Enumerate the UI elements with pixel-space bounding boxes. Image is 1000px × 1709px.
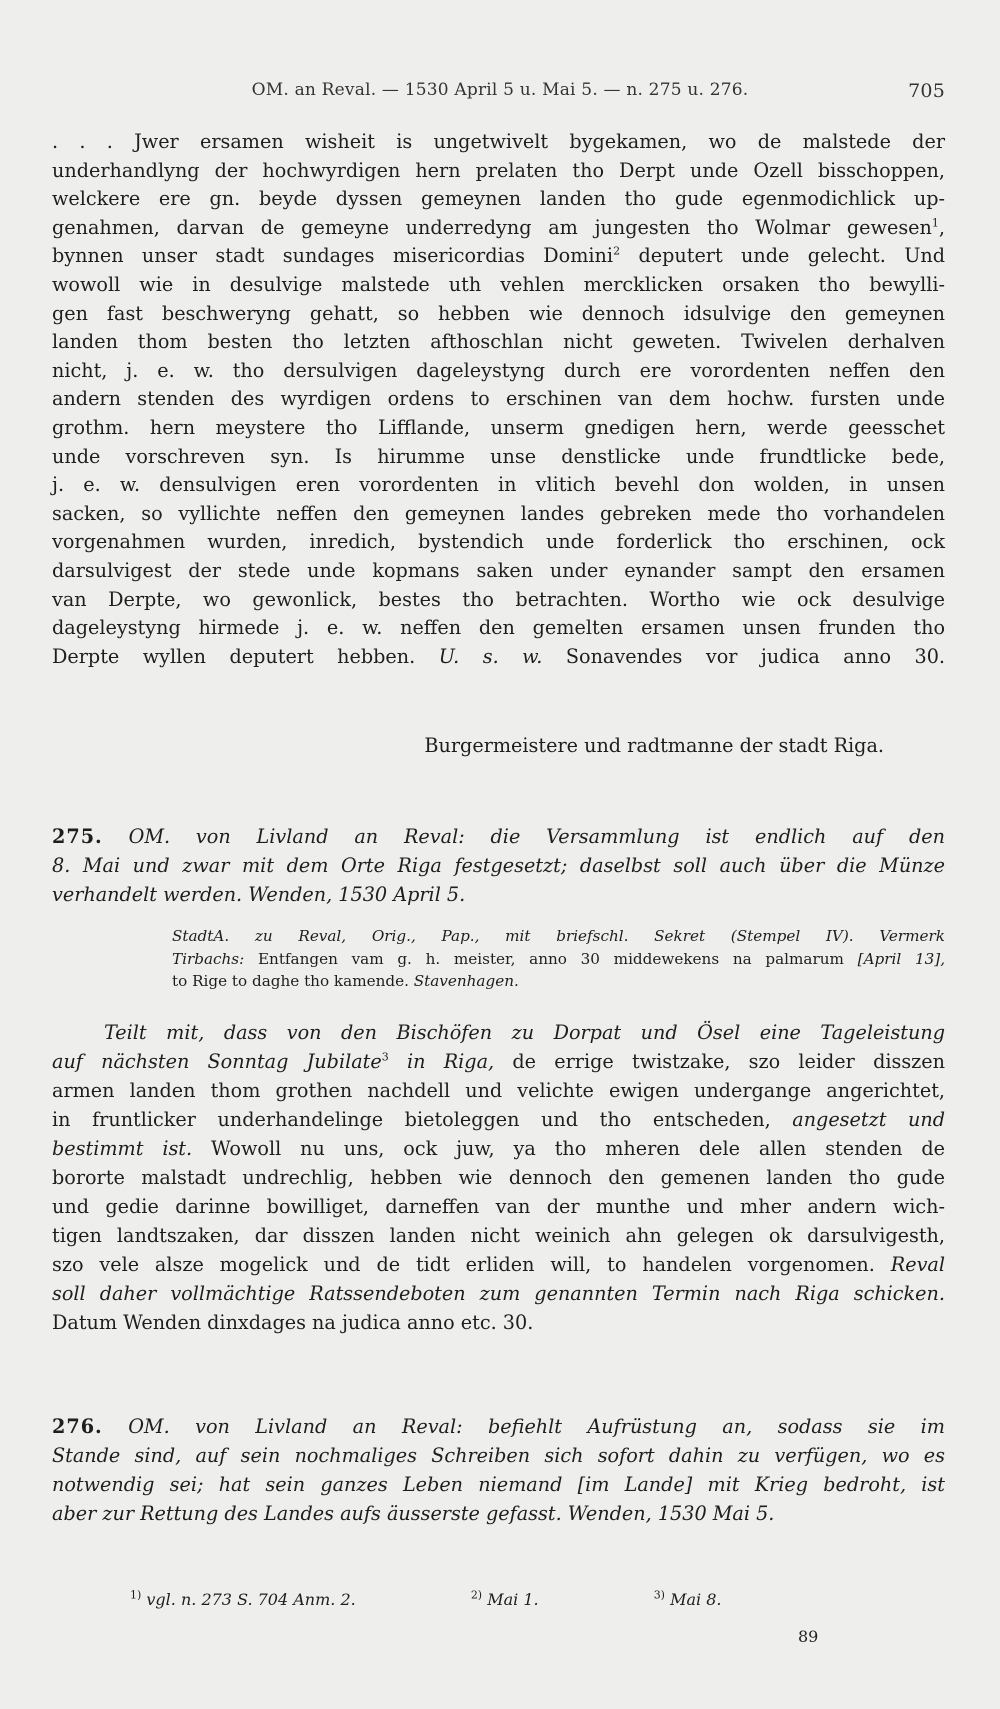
source-line xyxy=(172,948,945,971)
footnote xyxy=(130,1590,411,1609)
footnote-ref: 1 xyxy=(931,216,939,230)
body-line: und gedie darinne bowilliget, darneffen van der munthe und mher andern wich- xyxy=(52,1195,945,1218)
heading-line xyxy=(52,822,945,851)
body-line: Teilt mit, dass von den Bischöfen zu Dorpat und Ösel eine Tageleistung xyxy=(104,1021,945,1044)
body-line xyxy=(52,1047,945,1076)
doc-275-body xyxy=(52,1018,945,1337)
text-line xyxy=(52,643,945,672)
body-line xyxy=(52,1134,945,1163)
body-segment: angesetzt und xyxy=(792,1108,945,1131)
source-line: StadtA. zu Reval, Orig., Pap., mit briefschl. Sekret (Stempel IV). Vermerk xyxy=(172,927,945,945)
usw-abbrev: U. s. w. xyxy=(438,644,543,668)
heading-line: notwendig sei; hat sein ganzes Leben niemand [im Lande] mit Krieg bedroht, ist xyxy=(52,1473,945,1496)
heading-text: OM. von Livland an Reval: die Versammlung ist endlich auf den xyxy=(128,825,945,848)
text-line: wowoll wie in desulvige malstede uth vehlen mercklicken orsaken tho bewylli- xyxy=(52,272,945,296)
heading-line: verhandelt werden. Wenden, 1530 April 5. xyxy=(52,883,466,906)
body-line: tigen landtszaken, dar disszen landen nicht weinich ahn gelegen ok darsulvigesth, xyxy=(52,1224,945,1247)
text-line: andern stenden des wyrdigen ordens to erschinen van dem hochw. fursten unde xyxy=(52,387,945,411)
body-segment: Wowoll nu uns, ock juw, ya tho mheren dele allen stenden de xyxy=(211,1137,945,1160)
signature-line: Burgermeistere und radtmanne der stadt Riga. xyxy=(424,734,884,757)
running-header xyxy=(0,80,1000,100)
body-segment: de errige twistzake, szo leider disszen xyxy=(512,1050,946,1073)
source-segment: Stavenhagen. xyxy=(413,972,519,990)
doc-276-heading xyxy=(52,1412,945,1528)
heading-text: OM. von Livland an Reval: befiehlt Aufrüstung an, sodass sie im xyxy=(128,1415,945,1438)
text-segment: Derpte wyllen deputert hebben. xyxy=(52,644,416,668)
heading-line: aber zur Rettung des Landes aufs äusserste gefasst. Wenden, 1530 Mai 5. xyxy=(52,1502,775,1525)
body-segment: auf nächsten Sonntag Jubilate xyxy=(52,1050,382,1073)
body-segment: szo vele alsze mogelick und de tidt erliden will, to handelen vorgenomen. xyxy=(52,1253,875,1276)
body-line: Datum Wenden dinxdages na judica anno etc. 30. xyxy=(52,1311,534,1334)
source-segment: to Rige to daghe tho kamende. xyxy=(172,972,409,990)
body-line xyxy=(52,1250,945,1279)
footnote xyxy=(471,1590,594,1609)
signature-folio: 89 xyxy=(798,1627,819,1646)
doc-number: 276. xyxy=(52,1415,103,1438)
text-line: j. e. w. densulvigen eren vorordenten in vlitich bevehl don wolden, in unsen xyxy=(52,473,945,497)
body-segment: in Riga, xyxy=(406,1050,495,1073)
text-segment: bynnen unser stadt sundages misericordias Domini xyxy=(52,244,614,268)
doc-number: 275. xyxy=(52,825,103,848)
footnote-ref: 2 xyxy=(613,244,621,258)
text-line: gen fast beschweryng gehatt, so hebben wie dennoch idsulvige den gemeynen xyxy=(52,301,945,325)
body-line: bororte malstadt undrechlig, hebben wie dennoch den gemenen landen tho gude xyxy=(52,1166,945,1189)
running-title: OM. an Reval. — 1530 April 5 u. Mai 5. — n. 275 u. 276. xyxy=(251,80,749,100)
text-line: underhandlyng der hochwyrdigen hern prelaten tho Derpt unde Ozell bisschoppen, xyxy=(52,158,945,182)
body-line: armen landen thom grothen nachdell und velichte ewigen undergange angerichtet, xyxy=(52,1079,945,1102)
text-line: welckere ere gn. beyde dyssen gemeynen landen tho gude egenmodichlick up- xyxy=(52,187,945,211)
text-line: landen thom besten tho letzten afthoschlan nicht geweten. Twivelen derhalven xyxy=(52,330,945,354)
doc-275-source-note xyxy=(172,925,945,993)
footnote-text: Mai 1. xyxy=(487,1590,539,1609)
body-segment: in fruntlicker underhandelinge bietoleggen und tho entscheden, xyxy=(52,1108,771,1131)
heading-line: Stande sind, auf sein nochmaliges Schreiben sich sofort dahin zu verfügen, wo es xyxy=(52,1444,945,1467)
footnotes xyxy=(130,1590,831,1609)
text-line: nicht, j. e. w. tho dersulvigen dageleystyng durch ere vorordenten neffen den xyxy=(52,358,945,382)
heading-line: 8. Mai und zwar mit dem Orte Riga festgesetzt; daselbst soll auch über die Münze xyxy=(52,854,945,877)
text-line: van Derpte, wo gewonlick, bestes tho betrachten. Wortho wie ock desulvige xyxy=(52,587,945,611)
text-line: genahmen, darvan de gemeyne underredyng am jungesten tho Wolmar gewesen$^1$, xyxy=(52,215,945,239)
text-line: unde vorschreven syn. Is hirumme unse denstlicke unde frundtlicke bede, xyxy=(52,444,945,468)
body-line: soll daher vollmächtige Ratssendeboten zum genannten Termin nach Riga schicken. xyxy=(52,1282,945,1305)
body-segment: Reval xyxy=(890,1253,945,1276)
text-line: darsulvigest der stede unde kopmans saken under eynander sampt den ersamen xyxy=(52,558,945,582)
footnote-text: vgl. n. 273 S. 704 Anm. 2. xyxy=(146,1590,356,1609)
text-line: dageleystyng hirmede j. e. w. neffen den gemelten ersamen unsen frunden tho xyxy=(52,616,945,640)
body-segment: bestimmt ist. xyxy=(52,1137,193,1160)
source-line xyxy=(172,970,945,993)
footnote-ref: 3 xyxy=(381,1050,389,1064)
footnote-mark: 3) xyxy=(653,1588,665,1602)
footnote xyxy=(654,1590,777,1609)
text-line: sacken, so vyllichte neffen den gemeynen landes gebreken mede tho vorhandelen xyxy=(52,501,945,525)
intro-letter-text xyxy=(52,128,945,671)
doc-275-heading xyxy=(52,822,945,909)
text-segment: genahmen, darvan de gemeyne underredyng am jungesten tho Wolmar gewesen xyxy=(52,215,932,239)
source-segment: Entfangen vam g. h. meister, anno 30 middewekens na palmarum xyxy=(257,949,844,968)
footnote-mark: 2) xyxy=(470,1588,483,1602)
source-segment: [April 13], xyxy=(857,949,946,968)
text-line: vorgenahmen wurden, inredich, bystendich unde forderlick tho erschinen, ock xyxy=(52,530,945,554)
source-segment: Tirbachs: xyxy=(172,949,245,968)
footnote-mark: 1) xyxy=(130,1588,142,1602)
dateline: Sonavendes vor judica anno 30. xyxy=(565,644,945,668)
text-line: grothm. hern meystere tho Lifflande, unserm gnedigen hern, werde geesschet xyxy=(52,415,945,439)
text-line: . . . Jwer ersamen wisheit is ungetwivelt bygekamen, wo de malstede der xyxy=(52,130,945,153)
page-number: 705 xyxy=(908,80,945,102)
text-line xyxy=(52,242,945,271)
text-segment: deputert unde gelecht. Und xyxy=(638,244,946,268)
heading-line xyxy=(52,1412,945,1441)
body-line xyxy=(52,1105,945,1134)
footnote-text: Mai 8. xyxy=(670,1590,722,1609)
